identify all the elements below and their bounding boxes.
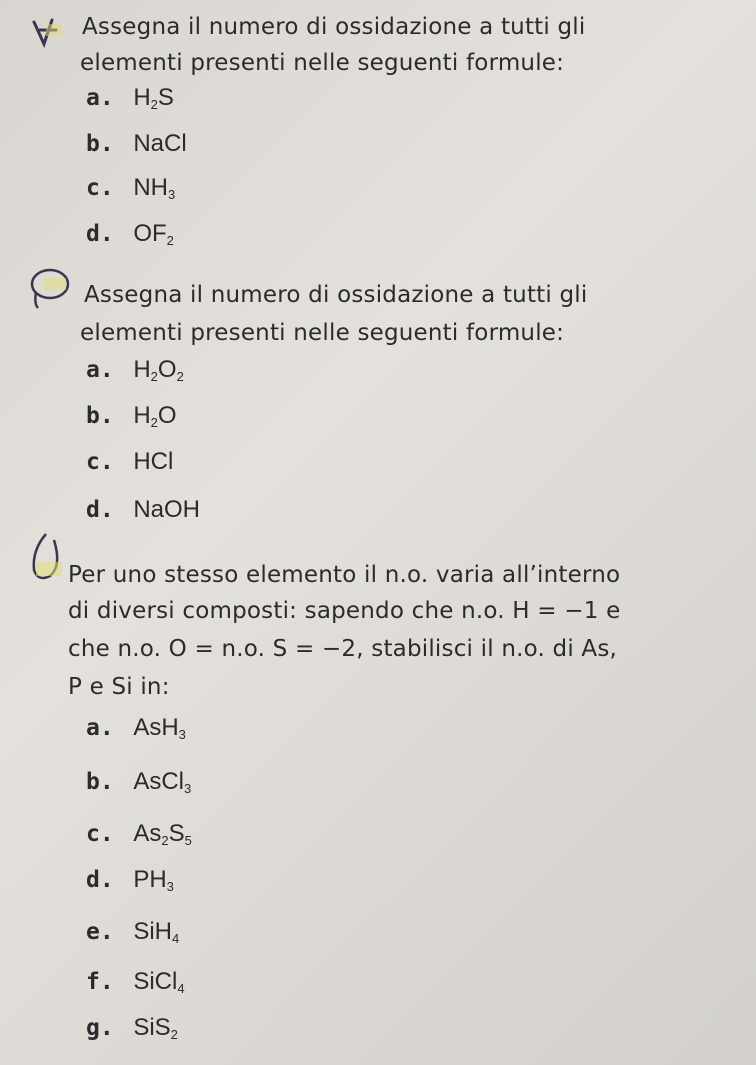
item-label: b. <box>86 769 114 795</box>
list-item <box>86 402 177 436</box>
item-label: c. <box>86 821 114 847</box>
formula: $As_2S_5$ <box>133 820 192 848</box>
list-item <box>86 714 186 748</box>
item-label: g. <box>86 1015 114 1041</box>
handwritten-check-mark <box>30 14 70 50</box>
list-item <box>86 768 191 802</box>
formula: $PH_3$ <box>133 866 174 894</box>
list-item <box>86 448 173 482</box>
formula: $H_2O_2$ <box>133 356 184 384</box>
list-item <box>86 496 200 530</box>
item-label: a. <box>86 85 114 111</box>
formula: $H_2O$ <box>133 402 177 430</box>
list-item <box>86 866 174 900</box>
formula: SiS$_2$ <box>133 1014 178 1042</box>
list-item <box>86 356 184 390</box>
formula: $NH_3$ <box>133 174 176 202</box>
prompt-line: Assegna il numero di ossidazione a tutti gli <box>82 14 586 40</box>
item-label: b. <box>86 403 114 429</box>
item-label: e. <box>86 919 114 945</box>
formula: NaCl <box>133 130 187 157</box>
formula: AsH$_3$ <box>133 714 186 742</box>
list-item <box>86 820 192 854</box>
prompt-line: P e Si in: <box>68 674 170 700</box>
prompt-line: Per uno stesso elemento il n.o. varia all’interno <box>68 562 621 588</box>
formula: SiCl$_4$ <box>133 968 185 996</box>
prompt-line: elementi presenti nelle seguenti formule: <box>80 320 565 346</box>
item-label: b. <box>86 131 114 157</box>
list-item <box>86 968 185 1002</box>
list-item <box>86 220 174 254</box>
prompt-line: di diversi composti: sapendo che n.o. H = −1 e <box>68 598 621 624</box>
formula: $H_2S$ <box>133 84 174 112</box>
list-item <box>86 1014 178 1048</box>
prompt-line: Assegna il numero di ossidazione a tutti gli <box>84 282 588 308</box>
item-label: a. <box>86 357 114 383</box>
handwritten-circle-mark <box>24 530 74 586</box>
item-label: c. <box>86 449 114 475</box>
item-label: d. <box>86 221 114 247</box>
item-label: f. <box>86 969 114 995</box>
list-item <box>86 130 187 164</box>
item-label: d. <box>86 867 114 893</box>
list-item <box>86 84 174 118</box>
formula: HCl <box>133 448 174 475</box>
handwritten-circle-mark <box>26 262 76 312</box>
list-item <box>86 174 175 208</box>
prompt-line: elementi presenti nelle seguenti formule: <box>80 50 565 76</box>
formula: NaOH <box>133 496 200 523</box>
list-item <box>86 918 179 952</box>
formula: $OF_2$ <box>133 220 174 248</box>
prompt-line: che n.o. O = n.o. S = −2, stabilisci il n.o. di As, <box>68 636 618 662</box>
formula: AsCl$_3$ <box>133 768 192 796</box>
item-label: d. <box>86 497 114 523</box>
item-label: c. <box>86 175 114 201</box>
item-label: a. <box>86 715 114 741</box>
formula: SiH$_4$ <box>133 918 180 946</box>
